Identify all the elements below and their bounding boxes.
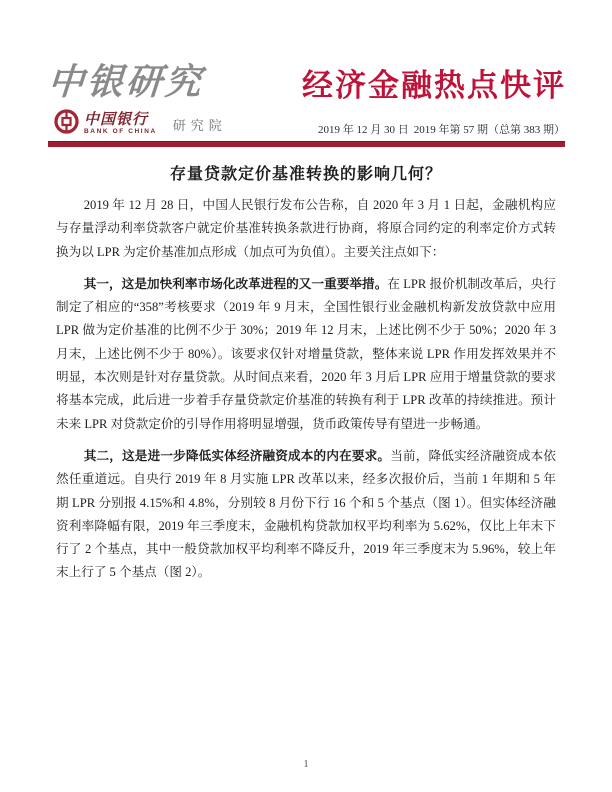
article-body bbox=[56, 194, 556, 594]
paragraph-intro bbox=[56, 194, 556, 264]
paragraph-point-two bbox=[56, 445, 556, 585]
paragraph-intro-text: 2019 年 12 月 28 日，中国人民银行发布公告称，自 2020 年 3 月 1 日起，金融机构应与存量浮动利率贷款客户就定价基准转换条款进行协商，将原合同约定的利率定价方式转换为以 LPR 为定价基准加点形成（加点可为负值）。主要关注点如下： bbox=[56, 198, 556, 259]
date-issue-row bbox=[318, 121, 565, 137]
bank-of-china-emblem-icon bbox=[54, 109, 79, 139]
paragraph-point-two-text: 当前，降低实经济融资成本依然任重道远。自央行 2019 年 8 月实施 LPR 改革以来，经多次报价后，当前 1 年期和 5 年期 LPR 分别报 4.15%和 4.8%，分别较 8 月份下行 16 个和 5 个基点（图 1）。但实体经济融资利率降幅有限，2019 年三季度末，金融机构贷款加权平均利率为 5.62%，仅比上年末下行了 2 个基点，其中一般贷款加权平均利率不降反升，2019 年三季度末为 5.96%，较上年末上行了 5 个基点（图 2）。 bbox=[56, 448, 557, 580]
paragraph-point-two-lead: 其二，这是进一步降低实体经济融资成本的内在要求。 bbox=[83, 448, 391, 463]
page-number: 1 bbox=[303, 759, 309, 770]
bank-name-block bbox=[84, 112, 157, 136]
issue-number: 2019 年第 57 期（总第 383 期） bbox=[413, 124, 565, 136]
bulletin-title: 经济金融热点快评 bbox=[302, 68, 566, 103]
paragraph-point-one-text: 在 LPR 报价机制改革后，央行制定了相应的“358”考核要求（2019 年 9 月末，全国性银行业金融机构新发放贷款中应用 LPR 做为定价基准的比例不少于 30%；2019 年 12 月末，上述比例不少于 50%；2020 年 3 月末，上述比例不少于 80%）。该要求仅针对增量贷款，整体来说 LPR 作用发挥效果并不明显，本次则是针对存量贷款。从时间点来看，2020 年 3 月后 LPR 应用于增量贷款的要求将基本完成，此后进一步着手存量贷款定价基准的转换有利于 LPR 改革的持续推进。预计未来 LPR 对贷款定价的引导作用将明显增强，货币政策传导有望进一步畅通。 bbox=[56, 276, 556, 431]
header-divider-rule bbox=[48, 141, 565, 147]
bank-name-chinese: 中国银行 bbox=[84, 110, 149, 129]
masthead-calligraphy: 中银研究 bbox=[46, 61, 206, 103]
bank-name-english: BANK OF CHINA bbox=[84, 128, 157, 136]
publication-date: 2019 年 12 月 30 日 bbox=[318, 124, 409, 136]
paragraph-point-one bbox=[56, 273, 556, 436]
bank-logo-row bbox=[54, 109, 227, 139]
paragraph-point-one-lead: 其一，这是加快利率市场化改革进程的又一重要举措。 bbox=[83, 276, 388, 291]
research-institute-label: 研究院 bbox=[172, 117, 227, 133]
article-title: 存量贷款定价基准转换的影响几何？ bbox=[169, 166, 442, 183]
